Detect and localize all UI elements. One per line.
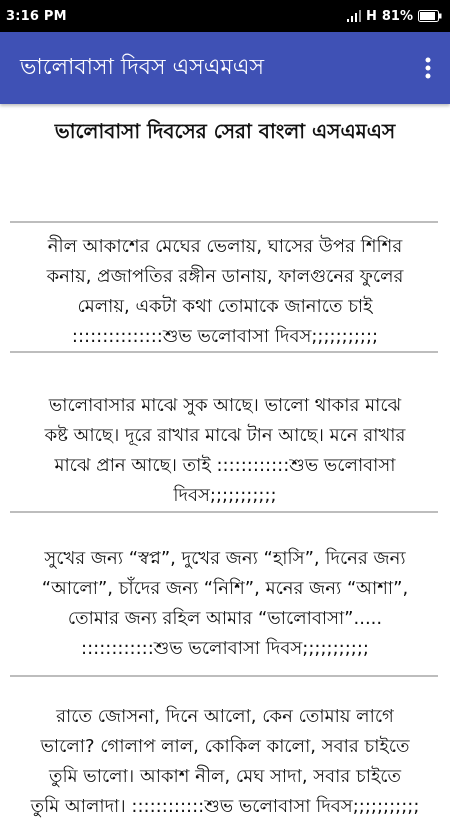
sms-item-3[interactable]: সুখের জন্য “স্বপ্ন”, দুখের জন্য “হাসি”, দিনের জন্য “আলো”, চাঁদের জন্য “নিশি”, মনের জন্য “আশা”, তোমার জন্য রহিল আমার “ভালোবাসা”..... ::::::::::::শুভ ভলোবাসা দিবস;;;;;;;;;;; [41, 548, 409, 659]
message-list[interactable] [0, 104, 450, 817]
network-type: H [365, 8, 377, 24]
divider [10, 511, 438, 513]
divider [10, 351, 438, 353]
divider [10, 221, 438, 223]
sms-item-1[interactable]: নীল আকাশের মেঘের ভেলায়, ঘাসের উপর শিশির কনায়, প্রজাপতির রঙ্গীন ডানায়, ফালগুনের ফুলের মেলায়, একটা কথা তোমাকে জানাতে চাই :::::::::::::::শুভ ভলোবাসা দিবস;;;;;;;;;;; [46, 236, 404, 347]
page-heading: ভালোবাসা দিবসের সেরা বাংলা এসএমএস [54, 119, 396, 143]
app-bar [0, 32, 450, 104]
signal-icon [347, 10, 361, 22]
overflow-menu-icon [425, 57, 431, 79]
app-title: ভালোবাসা দিবস এসএমএস [20, 54, 265, 80]
divider [10, 675, 438, 677]
battery-percent: 81% [381, 8, 413, 24]
battery-icon [418, 10, 442, 22]
overflow-menu-button[interactable] [416, 48, 440, 88]
status-icons [347, 9, 442, 24]
sms-item-4[interactable]: রাতে জোসনা, দিনে আলো, কেন তোমায় লাগে ভালো? গোলাপ লাল, কোকিল কালো, সবার চাইতে তুমি ভালো। আকাশ নীল, মেঘ সাদা, সবার চাইতে তুমি আলাদা। ::::::::::::শুভ ভলোবাসা দিবস;;;;;;;;;;; [30, 706, 420, 817]
sms-item-2[interactable]: ভালোবাসার মাঝে সুক আছে। ভালো থাকার মাঝে কষ্ট আছে। দূরে রাখার মাঝে টান আছে। মনে রাখার মাঝে প্রান আছে। তাই ::::::::::::শুভ ভলোবাসা দিবস;;;;;;;;;;; [44, 395, 406, 506]
status-bar [0, 0, 450, 32]
status-time: 3:16 PM [6, 8, 67, 24]
